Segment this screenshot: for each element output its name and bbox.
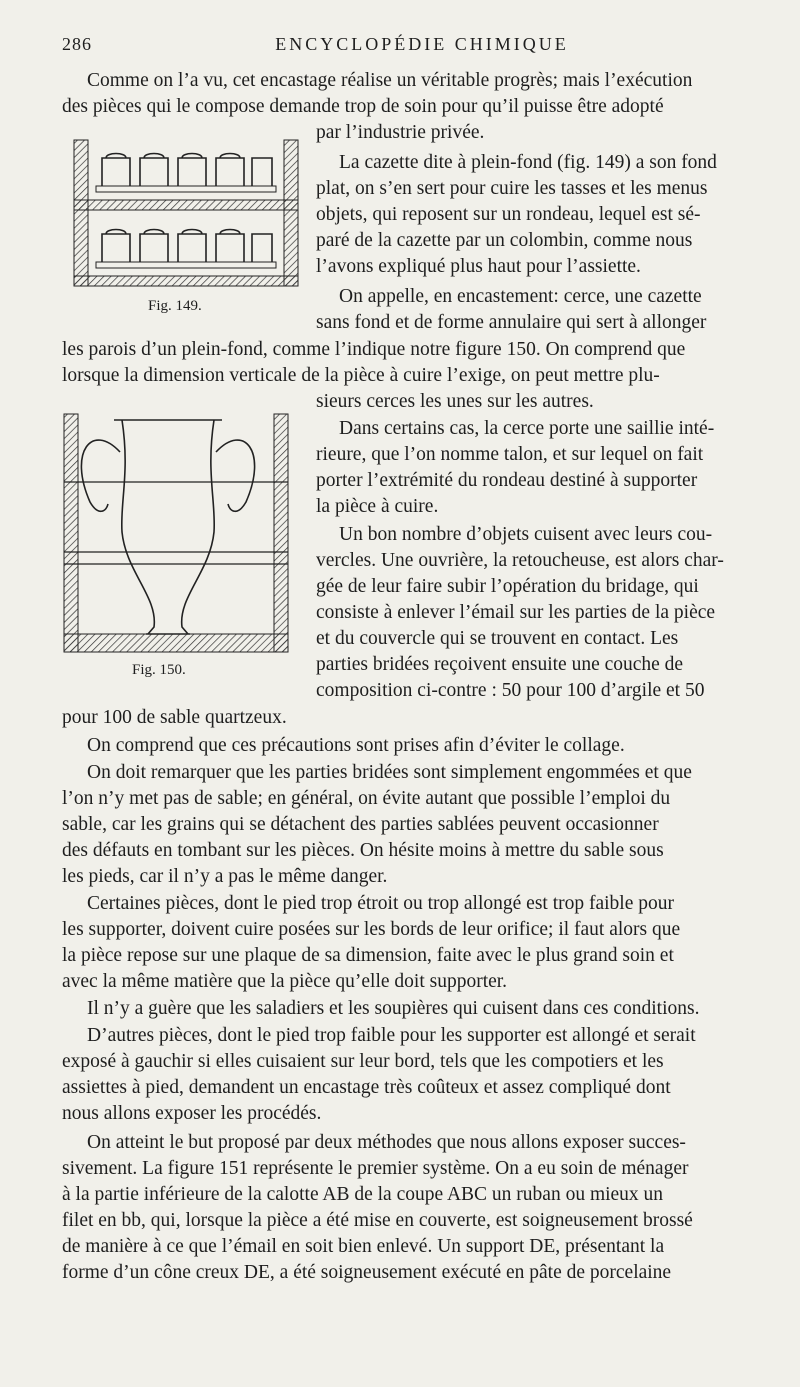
text-line: les parois d’un plein-fond, comme l’indique notre figure 150. On comprend que: [62, 339, 686, 360]
text-line: de manière à ce que l’émail en soit bien enlevé. Un support DE, présentant la: [62, 1236, 665, 1257]
text-line: gée de leur faire subir l’opération du bridage, qui: [316, 576, 699, 597]
text-line: plat, on s’en sert pour cuire les tasses et les menus: [316, 178, 708, 199]
text-line: parties bridées reçoivent ensuite une couche de: [316, 654, 684, 675]
text-line: sans fond et de forme annulaire qui sert à allonger: [316, 312, 707, 333]
text-line: l’on n’y met pas de sable; en général, on évite autant que possible l’emploi du: [62, 788, 671, 809]
text-line: sieurs cerces les unes sur les autres.: [316, 391, 594, 412]
text-line: porter l’extrémité du rondeau destiné à supporter: [316, 470, 698, 491]
text-line: rieure, que l’on nomme talon, et sur lequel on fait: [316, 444, 704, 465]
text-line: sivement. La figure 151 représente le premier système. On a eu soin de ménager: [62, 1158, 689, 1179]
text-line: On doit remarquer que les parties bridées sont simplement engommées et que: [87, 762, 692, 783]
text-line: La cazette dite à plein-fond (fig. 149) a son fond: [339, 152, 717, 173]
text-line: assiettes à pied, demandent un encastage très coûteux et assez compliqué dont: [62, 1077, 671, 1098]
text-line: pour 100 de sable quartzeux.: [62, 707, 287, 728]
text-line: nous allons exposer les procédés.: [62, 1103, 322, 1124]
text-line: par l’industrie privée.: [316, 122, 485, 143]
text-line: Dans certains cas, la cerce porte une saillie inté-: [339, 418, 715, 439]
text-line: vercles. Une ouvrière, la retoucheuse, est alors char-: [316, 550, 724, 571]
page-number: 286: [62, 34, 92, 54]
text-line: des pièces qui le compose demande trop de soin pour qu’il puisse être adopté: [62, 96, 664, 117]
text-line: avec la même matière que la pièce qu’elle doit supporter.: [62, 971, 508, 992]
text-line: Il n’y a guère que les saladiers et les soupières qui cuisent dans ces conditions.: [87, 998, 700, 1019]
text-line: consiste à enlever l’émail sur les parties de la pièce: [316, 602, 716, 623]
text-line: et du couvercle qui se trouvent en contact. Les: [316, 628, 679, 649]
text-line: la pièce repose sur une plaque de sa dimension, faite avec le plus grand soin et: [62, 945, 674, 966]
running-title: ENCYCLOPÉDIE CHIMIQUE: [275, 34, 569, 54]
figure-150-caption: Fig. 150.: [132, 662, 186, 678]
text-line: des défauts en tombant sur les pièces. On hésite moins à mettre du sable sous: [62, 840, 664, 861]
text-line: la pièce à cuire.: [316, 496, 439, 517]
text-line: Comme on l’a vu, cet encastage réalise un véritable progrès; mais l’exécution: [87, 70, 693, 91]
text-line: On comprend que ces précautions sont prises afin d’éviter le collage.: [87, 735, 625, 756]
text-line: exposé à gauchir si elles cuisaient sur leur bord, tels que les compotiers et les: [62, 1051, 664, 1072]
vase-in-cerce-illustration: [62, 412, 290, 656]
text-line: On atteint le but proposé par deux méthodes que nous allons exposer succes-: [87, 1132, 686, 1153]
text-line: sable, car les grains qui se détachent des parties sablées peuvent occasionner: [62, 814, 659, 835]
text-line: objets, qui reposent sur un rondeau, lequel est sé-: [316, 204, 701, 225]
figure-150: [62, 412, 290, 656]
text-line: les pieds, car il n’y a pas le même danger.: [62, 866, 388, 887]
figure-149-caption: Fig. 149.: [148, 298, 202, 314]
text-line: les supporter, doivent cuire posées sur les bords de leur orifice; il faut alors que: [62, 919, 681, 940]
text-line: l’avons expliqué plus haut pour l’assiette.: [316, 256, 641, 277]
text-line: On appelle, en encastement: cerce, une cazette: [339, 286, 702, 307]
text-line: Certaines pièces, dont le pied trop étroit ou trop allongé est trop faible pour: [87, 893, 674, 914]
saggar-plein-fond-illustration: [72, 138, 300, 288]
text-line: composition ci-contre : 50 pour 100 d’argile et 50: [316, 680, 705, 701]
text-line: lorsque la dimension verticale de la pièce à cuire l’exige, on peut mettre plu-: [62, 365, 660, 386]
text-line: Un bon nombre d’objets cuisent avec leurs cou-: [339, 524, 713, 545]
page-header: [62, 34, 782, 58]
text-line: à la partie inférieure de la calotte AB de la coupe ABC un ruban ou mieux un: [62, 1184, 664, 1205]
text-line: D’autres pièces, dont le pied trop faible pour les supporter est allongé et serait: [87, 1025, 696, 1046]
text-line: filet en bb, qui, lorsque la pièce a été mise en couverte, est soigneusement brossé: [62, 1210, 693, 1231]
figure-149: [72, 138, 300, 288]
text-line: forme d’un cône creux DE, a été soigneusement exécuté en pâte de porcelaine: [62, 1262, 672, 1283]
text-line: paré de la cazette par un colombin, comme nous: [316, 230, 693, 251]
